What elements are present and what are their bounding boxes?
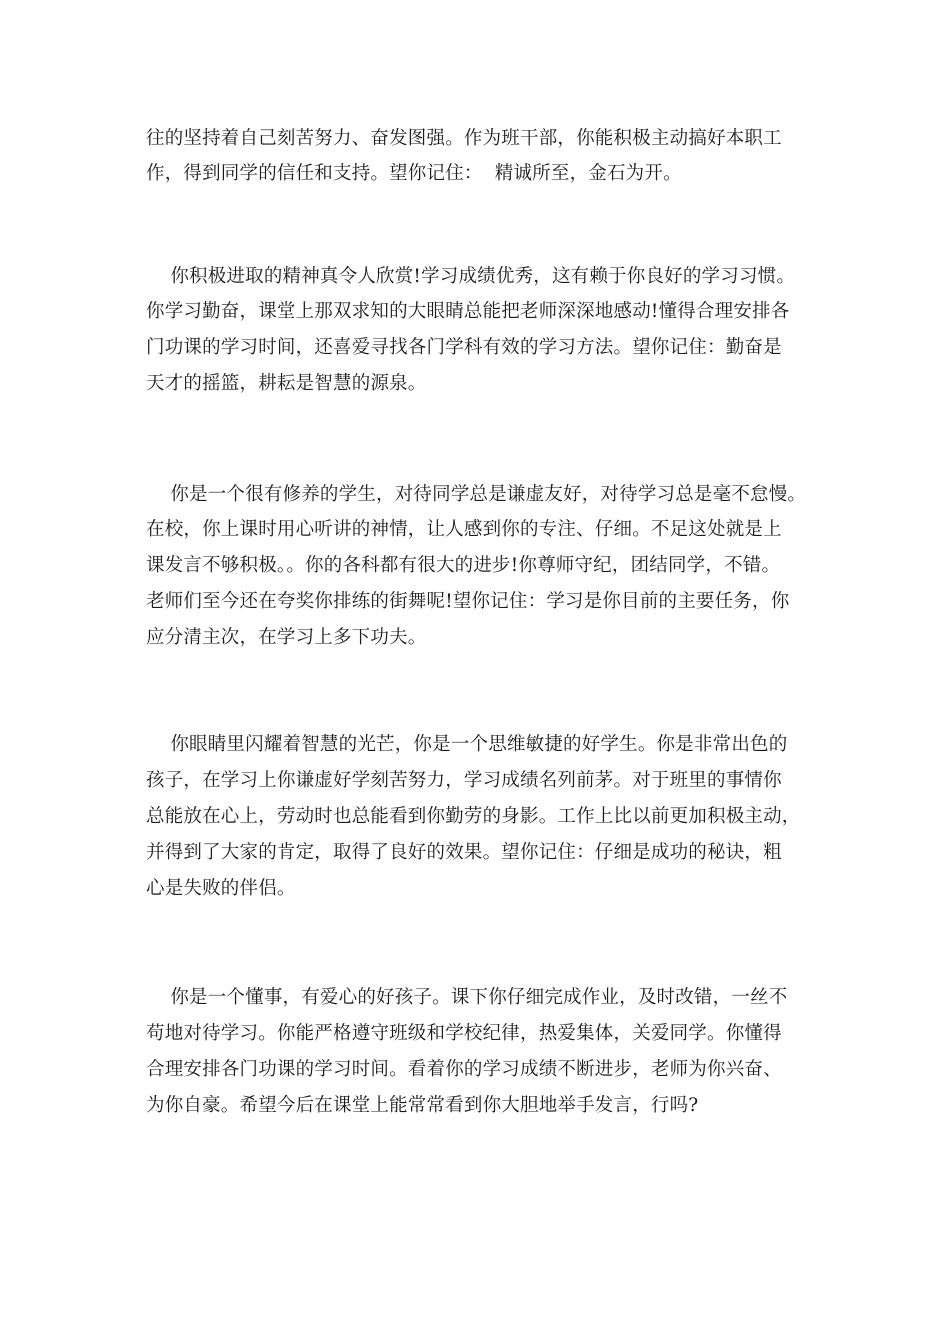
paragraph-3-line-5: 应分清主次，在学习上多下功夫。 [146,627,427,648]
paragraph-1-line-1: 往的坚持着自己刻苦努力、奋发图强。作为班干部，你能积极主动搞好本职工 [146,128,782,149]
paragraph-1-line-2: 作，得到同学的信任和支持。望你记住： 精诚所至，金石为开。 [146,163,682,184]
paragraph-4-line-1: 你眼睛里闪耀着智慧的光芒，你是一个思维敏捷的好学生。你是非常出色的 [146,734,788,755]
paragraph-2-line-3: 门功课的学习时间，还喜爱寻找各门学科有效的学习方法。望你记住：勤奋是 [146,337,782,358]
paragraph-2-line-2: 你学习勤奋，课堂上那双求知的大眼睛总能把老师深深地感动!懂得合理安排各 [146,301,790,322]
paragraph-3-line-4: 老师们至今还在夸奖你排练的街舞呢!望你记住：学习是你目前的主要任务，你 [146,591,790,612]
paragraph-3-line-3: 课发言不够积极。。你的各科都有很大的进步!你尊师守纪，团结同学，不错。 [146,555,781,576]
paragraph-5-line-4: 为你自豪。希望今后在课堂上能常常看到你大胆地举手发言，行吗? [146,1095,699,1116]
paragraph-4-line-5: 心是失败的伴侣。 [146,878,296,899]
paragraph-3-line-2: 在校，你上课时用心听讲的神情，让人感到你的专注、仔细。不足这处就是上 [146,519,782,540]
paragraph-5-line-1: 你是一个懂事，有爱心的好孩子。课下你仔细完成作业，及时改错，一丝不 [146,987,788,1008]
paragraph-5-line-2: 苟地对待学习。你能严格遵守班级和学校纪律，热爱集体，关爱同学。你懂得 [146,1023,782,1044]
paragraph-4-line-2: 孩子，在学习上你谦虚好学刻苦努力，学习成绩名列前茅。对于班里的事情你 [146,770,782,791]
paragraph-2-line-1: 你积极进取的精神真令人欣赏!学习成绩优秀，这有赖于你良好的学习习惯。 [146,266,796,287]
paragraph-4-line-4: 并得到了大家的肯定，取得了良好的效果。望你记住：仔细是成功的秘诀，粗 [146,842,782,863]
paragraph-2-line-4: 天才的摇篮，耕耘是智慧的源泉。 [146,373,427,394]
paragraph-4-line-3: 总能放在心上，劳动时也总能看到你勤劳的身影。工作上比以前更加积极主动， [146,806,801,827]
paragraph-5-line-3: 合理安排各门功课的学习时间。看着你的学习成绩不断进步，老师为你兴奋、 [146,1059,782,1080]
paragraph-3-line-1: 你是一个很有修养的学生，对待同学总是谦虚友好，对待学习总是毫不怠慢。 [146,484,807,505]
